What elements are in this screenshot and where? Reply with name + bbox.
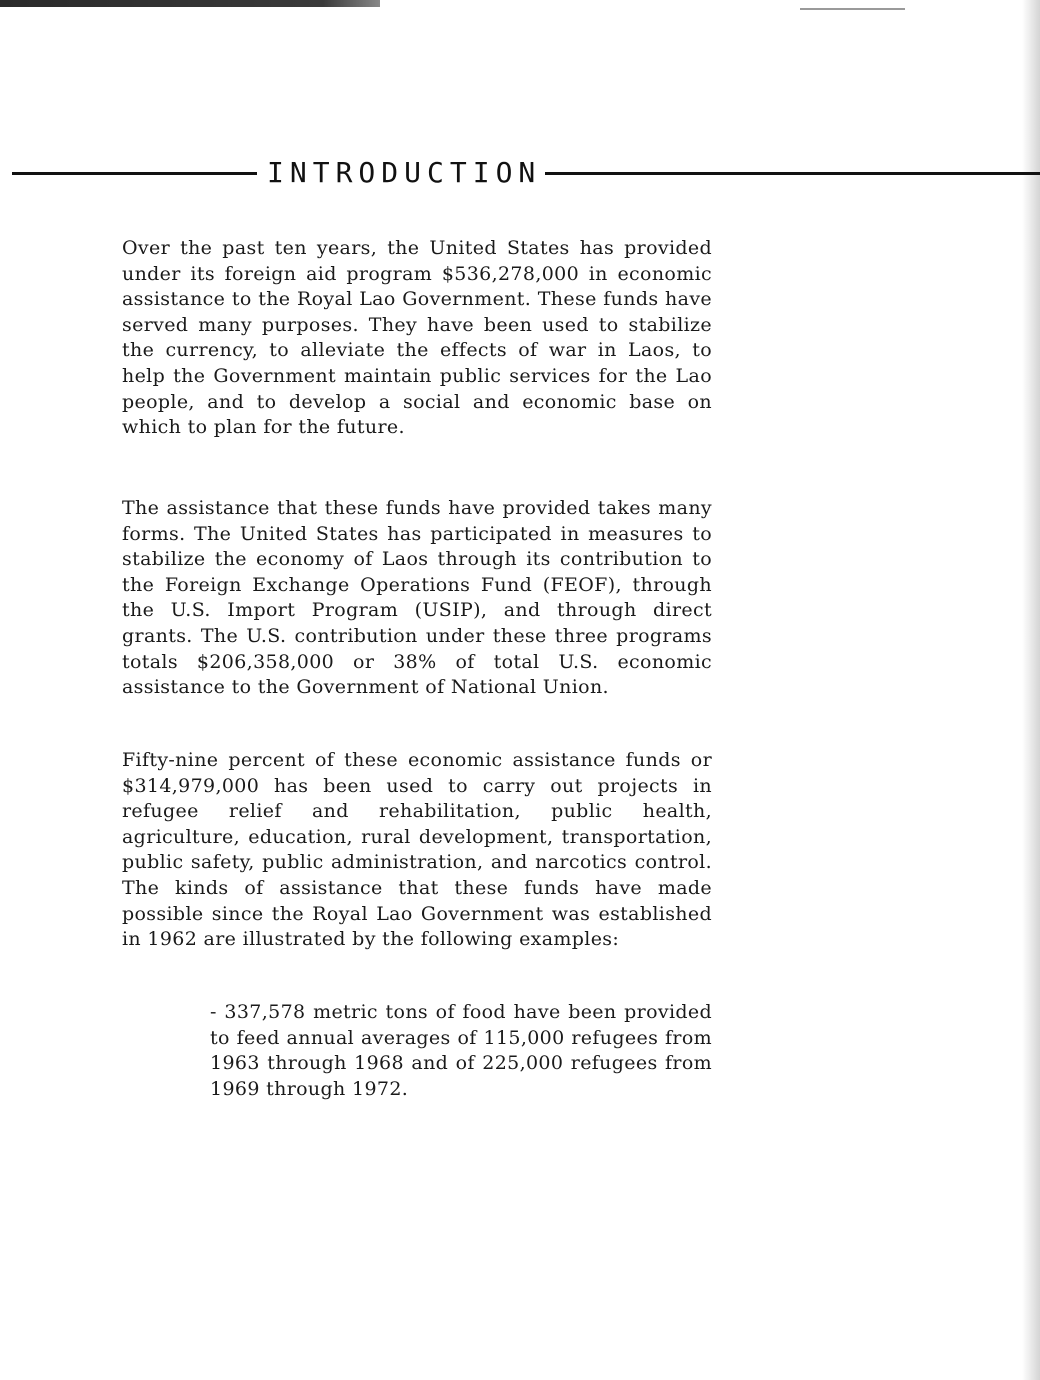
paragraph-stabilization: The assistance that these funds have provided takes many forms. The United States has participated in measures to stabilize the economy of Laos through its contribution to the Foreign Exchange Operations Fund (FEOF), through the U.S. Import Program (USIP), and through direct grants. The U.S. contribution under these three programs totals $206,358,000 or 38% of total U.S. economic assistance to the Government of National Union. — [122, 497, 712, 699]
heading-rule-right — [545, 172, 1040, 175]
section-heading — [12, 155, 1040, 191]
scan-artifact-right-edge — [1022, 0, 1040, 1380]
heading-rule-left — [12, 172, 257, 175]
example-item-food: - 337,578 metric tons of food have been provided to feed annual averages of 115,000 refugees from 1963 through 1968 and of 225,000 refugees from 1969 through 1972. — [210, 1001, 712, 1100]
scan-artifact-top-bar — [0, 0, 380, 7]
paragraph-projects: Fifty-nine percent of these economic assistance funds or $314,979,000 has been used to carry out projects in refugee relief and rehabilitation, public health, agriculture, education, rural development, transportation, public safety, public administration, and narcotics control. The kinds of assistance that these funds have made possible since the Royal Lao Government was established in 1962 are illustrated by the following examples: — [122, 749, 712, 951]
scan-artifact-top-line — [800, 8, 905, 10]
page-title: INTRODUCTION — [267, 156, 542, 189]
paragraph-overview: Over the past ten years, the United States has provided under its foreign aid program $536,278,000 in economic assistance to the Royal Lao Government. These funds have served many purposes. They have been used to stabilize the currency, to alleviate the effects of war in Laos, to help the Government maintain public services for the Lao people, and to develop a social and economic base on which to plan for the future. — [122, 237, 712, 439]
